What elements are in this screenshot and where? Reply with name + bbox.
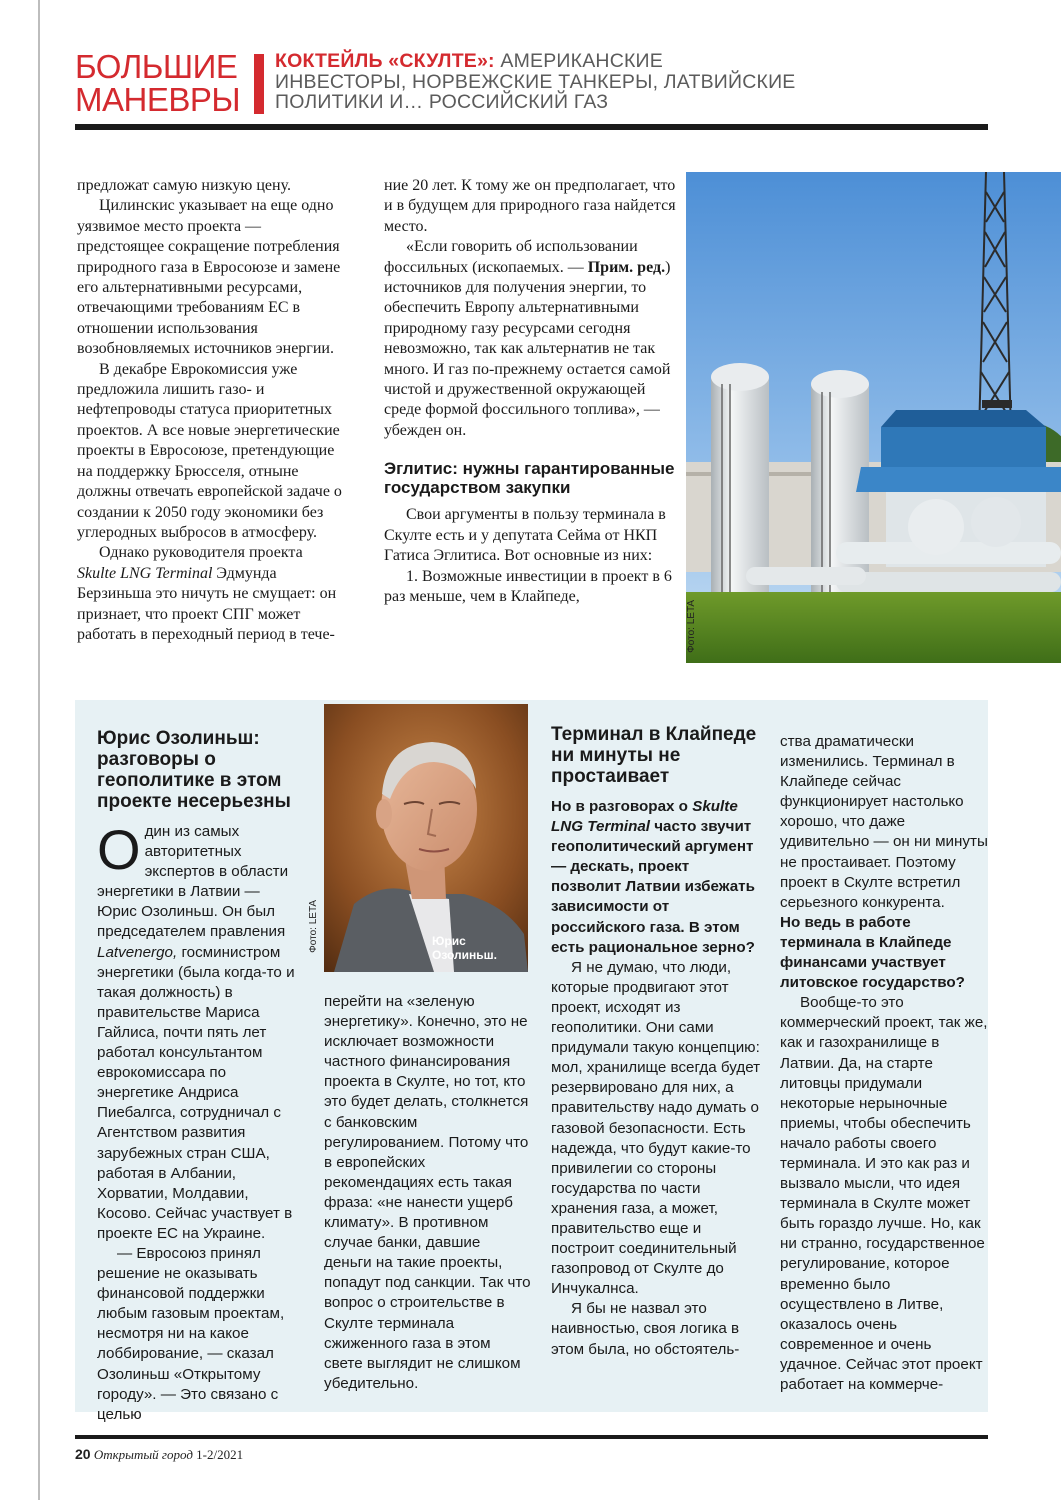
interview-column-3 bbox=[551, 724, 761, 1360]
paragraph: Вообще-то это коммерческий проект, так же, как и газохранилище в Латвии. Да, на старте литовцы придумали некоторые нерыночные приемы, чтобы обеспечить начало работы своего терминала. И это как раз и вызвало мысли, что идея терминала в Скулте может быть гораздо лучше. Но, как ни странно, государственное регулирование, которое временно было осуществлено в Литве, оказалось очень современное и очень удачное. Сейчас этот проект работает на коммерче- bbox=[780, 994, 988, 1393]
project-name: Skulte LNG Terminal bbox=[77, 564, 213, 582]
headline-line-3: ПОЛИТИКИ И… РОССИЙСКИЙ ГАЗ bbox=[275, 91, 609, 113]
interview-question: Но ведь в работе терминала в Клайпеде финансами участвует литовское государство? bbox=[780, 913, 965, 992]
interview-column-4 bbox=[780, 732, 988, 1395]
editor-note: Прим. ред. bbox=[587, 258, 666, 276]
paragraph: предложат самую низкую цену. bbox=[77, 177, 291, 194]
photo-credit-text: Фото: LETA bbox=[308, 900, 319, 953]
text-run: «Если говорить об использовании фоссильных (ископаемых. — bbox=[384, 238, 638, 276]
paragraph: ства драматически изменились. Терминал в Клайпеде сейчас функционирует настолько хорошо, что даже удивительно — он ни минуты не простаивает. Поэтому проект в Скулте встретил серьезного конкурента. bbox=[780, 733, 988, 911]
page-number: 20 bbox=[75, 1446, 91, 1462]
paragraph: Цилинскис указывает на еще одно уязвимое место проекта — предстоящее сокращение потребления природного газа в Евросоюзе и замене его альтернативными ресурсами, отвечающими требованиям ЕС в отношении использования возобновляемых источников энергии. bbox=[77, 197, 341, 358]
paragraph: Свои аргументы в пользу терминала в Скулте есть и у депутата Сейма от НКП Гатиса Эглитиса. Вот основные из них: bbox=[384, 506, 666, 565]
photo-credit bbox=[686, 600, 700, 662]
footer-rule bbox=[75, 1435, 988, 1439]
caption-line: Юрис bbox=[432, 934, 466, 948]
interview-column-1 bbox=[97, 728, 303, 1425]
rubric-divider bbox=[254, 54, 264, 114]
photo-credit-text: Фото: LETA bbox=[686, 600, 697, 653]
paragraph bbox=[97, 818, 303, 1244]
gas-facility-photo bbox=[686, 172, 1061, 663]
interview-column-2 bbox=[324, 992, 532, 1394]
project-name: Skulte LNG Terminal bbox=[551, 798, 738, 836]
article-headline bbox=[275, 51, 835, 113]
text-run: Но в разговорах о bbox=[551, 798, 693, 815]
portrait-photo bbox=[324, 704, 528, 972]
interview-heading: Терминал в Клайпеде ни минуты не простаивает bbox=[551, 724, 757, 787]
text-column-1 bbox=[77, 176, 345, 645]
interview-question bbox=[551, 797, 761, 958]
header-rule bbox=[75, 124, 988, 130]
page-footer bbox=[75, 1446, 243, 1463]
paragraph bbox=[384, 237, 684, 441]
portrait-caption bbox=[432, 934, 524, 962]
text-run: Однако руководителя проекта bbox=[99, 544, 303, 562]
text-run: Эдмунда Берзиньша это ничуть не смущает: он признает, что проект СПГ может работать в переходный период в тече- bbox=[77, 564, 337, 643]
headline-line-2: ИНВЕСТОРЫ, НОРВЕЖСКИЕ ТАНКЕРЫ, ЛАТВИЙСКИЕ bbox=[275, 70, 796, 93]
text-column-2 bbox=[384, 176, 684, 607]
text-run: госминистром энергетики (была когда-то и такая должность) в правительстве Мариса Гайлиса, почти пять лет работал консультантом еврокомиссара по энергетике Андриса Пиебалгса, сотрудничал с Агентством развития зарубежных стран США, работая в Албании, Хорватии, Молдавии, Косово. Сейчас участвует в проекте ЕС на Украине. bbox=[97, 943, 295, 1242]
headline-part-1: АМЕРИКАНСКИЕ bbox=[494, 50, 663, 72]
paragraph: — Евросоюз принял решение не оказывать финансовой поддержки любым газовым проектам, несмотря ни на какое лоббирование, — сказал Озолиньш «Открытому городу». — Это связано с целью bbox=[97, 1244, 285, 1423]
text-run: ) источников для получения энергии, то обеспечить Европу альтернативными природному газу ресурсами сегодня невозможно, так как альтернатив не так много. И газ по-прежнему остается самой чистой и дружественной окружающей среде формой фоссильного топлива», — убежден он. bbox=[384, 258, 671, 439]
paragraph: 1. Возможные инвестиции в проект в 6 раз меньше, чем в Клайпеде, bbox=[384, 567, 672, 605]
headline-red-part: КОКТЕЙЛЬ «СКУЛТЕ»: bbox=[275, 50, 495, 72]
text-run: дин из самых авторитетных экспертов в области энергетики в Латвии — Юрис Озолиньш. Он был председателем правления bbox=[97, 823, 289, 941]
paragraph: перейти на «зеленую энергетику». Конечно, это не исключает возможности частного финансирования проекта в Скулте, но тот, кто это будет делать, столкнется с банковским регулированием. Потому что в европейских рекомендациях есть такая фраза: «не нанести ущерб климату». В противном случае банки, давшие деньги на такие проекты, попадут под санкции. Так что вопрос о строительстве в Скулте терминала сжиженного газа в этом свете выглядит не слишком убедительно. bbox=[324, 993, 531, 1392]
margin-rule bbox=[38, 0, 40, 1500]
rubric-line-1: БОЛЬШИЕ bbox=[75, 48, 238, 85]
magazine-name: Открытый город bbox=[93, 1447, 193, 1462]
paragraph: Я бы не назвал это наивностью, своя логика в этом была, но обстоятель- bbox=[551, 1300, 740, 1358]
issue-number: 1-2/2021 bbox=[196, 1447, 244, 1462]
caption-line: Озолиньш. bbox=[432, 948, 497, 962]
rubric-label bbox=[75, 50, 245, 116]
drop-cap: О bbox=[97, 818, 141, 881]
paragraph bbox=[77, 543, 345, 645]
photo-credit bbox=[308, 900, 322, 970]
paragraph: В декабре Еврокомиссия уже предложила лишить газо- и нефтепроводы статуса приоритетных проектов. А все новые энергетические проекты в Евросоюзе, претендующие на поддержку Брюсселя, отныне должны отвечать европейской задаче о создании к 2050 году экономики без углеродных выбросов в атмосферу. bbox=[77, 360, 342, 541]
paragraph: ние 20 лет. К тому же он предполагает, что и в будущем для природного газа найдется место. bbox=[384, 177, 676, 235]
rubric-line-2: МАНЕВРЫ bbox=[75, 81, 241, 118]
company-name: Latvenergo, bbox=[97, 943, 178, 961]
subheading: Эглитис: нужны гарантированные государством закупки bbox=[384, 459, 675, 498]
interview-heading: Юрис Озолиньш: разговоры о геополитике в этом проекте несерьезны bbox=[97, 728, 291, 812]
paragraph: Я не думаю, что люди, которые продвигают этот проект, исходят из геополитики. Они сами придумали такую концепцию: мол, хранилище всегда будет резервировано для них, а правительству надо думать о газовой безопасности. Есть надежда, что будут какие-то привилегии со стороны государства по части хранения газа, а может, правительство еще и построит соединительный газопровод от Скулте до Инчукалнса. bbox=[551, 958, 761, 1298]
text-run: часто звучит геополитический аргумент — дескать, проект позволит Латвии избежать зависимости от российского газа. В этом есть рациональное зерно? bbox=[551, 818, 755, 956]
